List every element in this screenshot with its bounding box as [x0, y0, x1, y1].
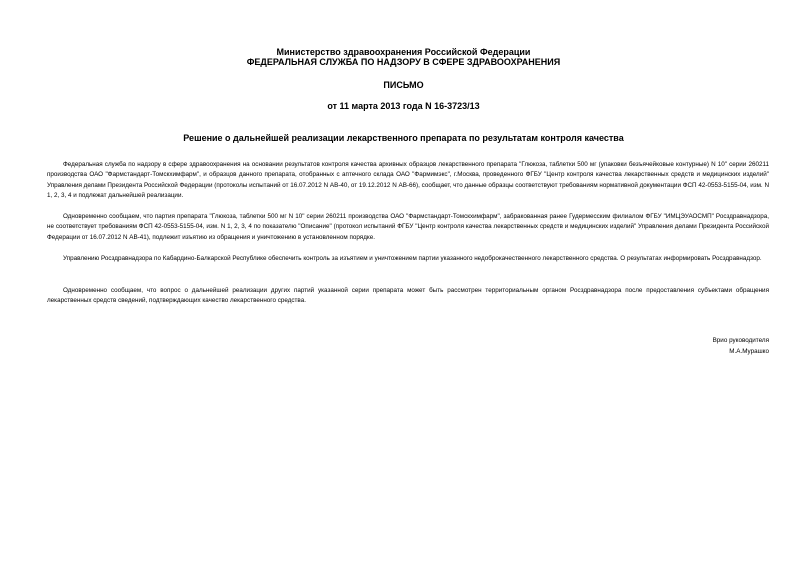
signatory-role: Врио руководителя — [712, 337, 769, 344]
document-type: ПИСЬМО — [383, 80, 424, 90]
document-subject: Решение о дальнейшей реализации лекарственного препарата по результатам контроля качества — [183, 133, 624, 143]
ministry-name: Министерство здравоохранения Российской Федерации — [276, 47, 531, 57]
signatory-name: М.А.Мурашко — [729, 348, 769, 355]
body-paragraph: Одновременно сообщаем, что партия препарата "Глюкоза, таблетки 500 мг N 10" серии 260211 производства ОАО "Фармстандарт-Томскхимфарм", забракованная ранее Гудермесским филиалом ФГБУ "ИМЦЭУАОСМП" Росздравнадзора, не соответствует требованиям ФСП 42-0553-5155-04, изм. N 1, 2, 3, 4 по показателю "Описание" (протокол испытаний ФГБУ "Центр контроля качества лекарственных средств и медицинских изделий" Управления делами Президента Российской Федерации от 16.07.2012 N АВ-41), подлежит изъятию из обращения и уничтожению в установленном порядке. — [47, 213, 769, 241]
document-date-number: от 11 марта 2013 года N 16-3723/13 — [327, 101, 480, 111]
body-paragraph: Одновременно сообщаем, что вопрос о дальнейшей реализации других партий указанной серии препарата может быть рассмотрен территориальным органом Росздравнадзора после предоставления субъектами обращения лекарственных средств сведений, подтверждающих качество лекарственного средства. — [47, 287, 769, 305]
body-paragraph: Управлению Росздравнадзора по Кабардино-Балкарской Республике обеспечить контроль за изъятием и уничтожением партии указанного недоброкачественного лекарственного средства. О результатах информировать Росздравнадзор. — [63, 255, 762, 262]
service-name: ФЕДЕРАЛЬНАЯ СЛУЖБА ПО НАДЗОРУ В СФЕРЕ ЗДРАВООХРАНЕНИЯ — [246, 57, 561, 67]
body-paragraph: Федеральная служба по надзору в сфере здравоохранения на основании результатов контроля качества архивных образцов лекарственного препарата "Глюкоза, таблетки 500 мг (упаковки безъячейковые контурные) N 10" серии 260211 производства ОАО "Фармстандарт-Томскхимфарм", и образцов данного препарата, отобранных с аптечного склада ОАО "Фармимэкс", г.Москва, проведенного ФГБУ "Центр контроля качества лекарственных средств и медицинских изделий" Управления делами Президента Российской Федерации (протоколы испытаний от 16.07.2012 N АВ-40, от 19.12.2012 N АВ-66), сообщает, что данные образцы соответствуют требованиям нормативной документации ФСП 42-0553-5155-04, изм. N 1, 2, 3, 4 и подлежат дальнейшей реализации. — [47, 161, 769, 200]
